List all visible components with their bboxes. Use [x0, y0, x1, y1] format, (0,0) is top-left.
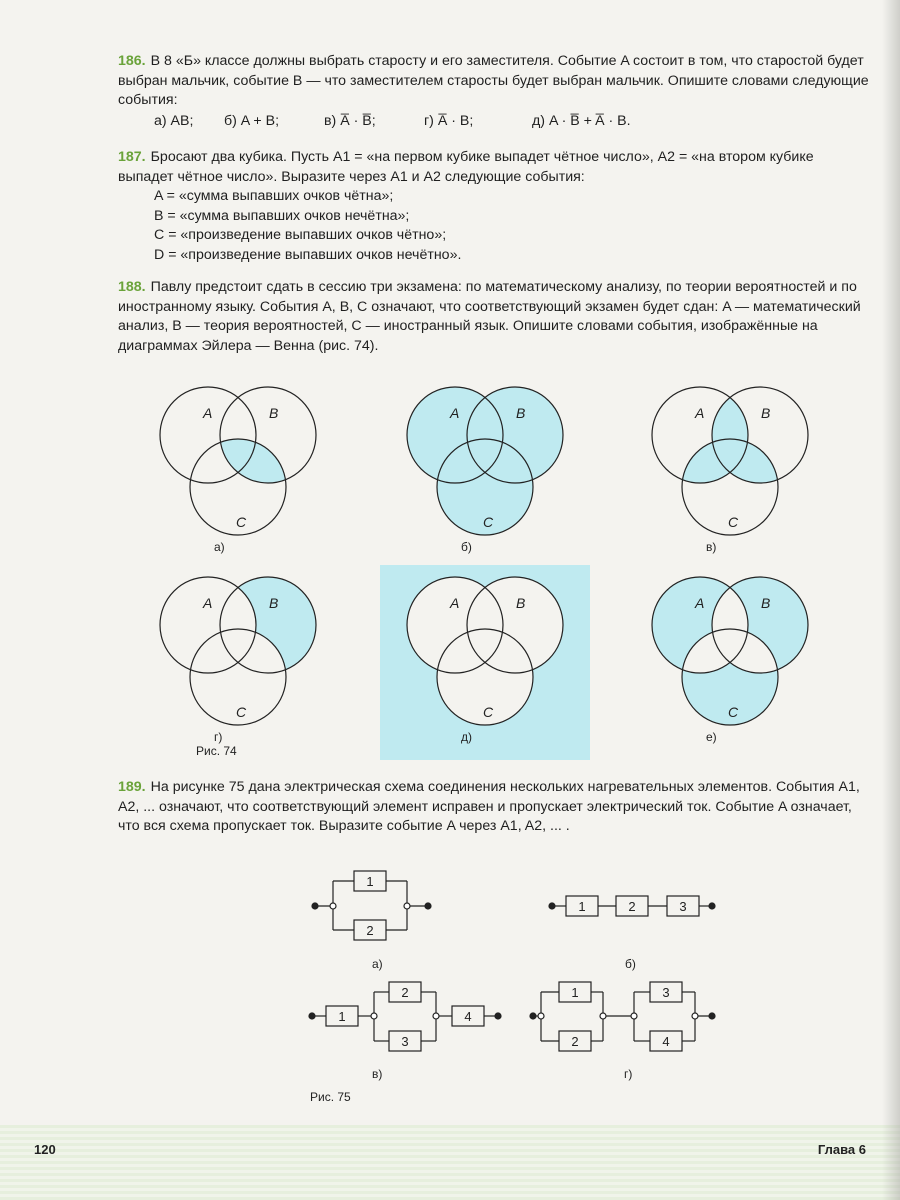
problem-text: В 8 «Б» классе должны выбрать старосту и его заместителя. Событие A состоит в том, что старостой будет выбран мальчик, событие B — что заместителем старосты будет выбран мальчик. Опишите словами следующие события: — [118, 53, 869, 108]
event-line: C = «произведение выпавших очков чётно»; — [154, 227, 447, 243]
venn-set-label: C — [483, 514, 494, 530]
figure-75-caption: Рис. 75 — [310, 1090, 351, 1104]
element-number: 3 — [662, 985, 670, 1000]
circuit-node — [404, 903, 410, 909]
venn-panel-label: г) — [214, 730, 223, 744]
venn-set-label: B — [761, 405, 771, 421]
element-number: 1 — [366, 874, 374, 889]
venn-panel-label: б) — [461, 540, 472, 554]
circuit-label: а) — [372, 957, 383, 971]
element-number: 3 — [679, 899, 687, 914]
footer-band — [0, 1125, 900, 1200]
circuit-node — [330, 903, 336, 909]
circuit-node — [530, 1013, 536, 1019]
page-number: 120 — [34, 1142, 56, 1157]
element-number: 2 — [571, 1034, 579, 1049]
circuit-label: г) — [624, 1067, 633, 1081]
circuit-node — [709, 1013, 715, 1019]
element-number: 3 — [401, 1034, 409, 1049]
circuit-label: в) — [372, 1067, 383, 1081]
element-number: 2 — [628, 899, 636, 914]
element-number: 4 — [464, 1009, 472, 1024]
circuit-node — [549, 903, 555, 909]
element-number: 1 — [338, 1009, 346, 1024]
option: д) A · B̅ + A̅ · B. — [532, 112, 631, 129]
circuit-node — [312, 903, 318, 909]
event-line: D = «произведение выпавших очков нечётно». — [154, 246, 462, 263]
scan-edge-shadow — [882, 0, 900, 1200]
figure-74-caption: Рис. 74 — [196, 744, 237, 758]
problem-text: На рисунке 75 дана электрическая схема соединения нескольких нагревательных элементов. События A1, A2, ... означают, что соответствующий элемент исправен и пропускает электрический ток. Событие A означает, что вся схема пропускает ток. Выразите событие A через A1, A2, ... . — [118, 779, 860, 834]
circuit-node — [709, 903, 715, 909]
event-line: B = «сумма выпавших очков нечётна»; — [154, 207, 410, 224]
venn-set-label: B — [516, 595, 526, 611]
element-number: 2 — [401, 985, 409, 1000]
problem-text: Бросают два кубика. Пусть A1 = «на первом кубике выпадет чётное число», A2 = «на втором кубике выпадет чётное число». Выразите через A1 и A2 следующие события: — [118, 149, 814, 185]
chapter-label: Глава 6 — [817, 1142, 866, 1157]
venn-set-label: A — [695, 595, 705, 611]
problem-number: 186. — [118, 53, 146, 69]
problem-number: 188. — [118, 279, 146, 295]
option: а) AB; — [154, 112, 194, 129]
venn-set-label: A — [203, 595, 213, 611]
venn-set-label: C — [236, 704, 247, 720]
element-number: 2 — [366, 923, 374, 938]
venn-panel-label: а) — [214, 540, 225, 554]
problem-number: 189. — [118, 779, 146, 795]
problem-text: Павлу предстоит сдать в сессию три экзамена: по математическому анализу, по теории вероятностей и по иностранному языку. События A, B, C означают, что соответствующий экзамен будет сдан: A — математический анализ, B — теория вероятностей, C — иностранный язык. Опишите словами события, изображённые на диаграммах Эйлера — Венна (рис. 74). — [118, 279, 861, 354]
circuit-node — [495, 1013, 501, 1019]
circuit-node — [433, 1013, 439, 1019]
option: в) A̅ · B̅; — [324, 112, 376, 129]
circuit-node — [309, 1013, 315, 1019]
circuit-node — [600, 1013, 606, 1019]
venn-set-label: C — [483, 704, 494, 720]
circuit-node — [425, 903, 431, 909]
venn-set-label: C — [728, 514, 739, 530]
circuit-node — [631, 1013, 637, 1019]
venn-set-label: B — [269, 405, 279, 421]
event-line: A = «сумма выпавших очков чётна»; — [154, 188, 394, 204]
venn-set-label: A — [450, 595, 460, 611]
option: б) A + B; — [224, 112, 280, 129]
problem-number: 187. — [118, 149, 146, 165]
option: г) A̅ · B; — [424, 112, 474, 129]
venn-set-label: A — [203, 405, 213, 421]
venn-panel-label: е) — [706, 730, 717, 744]
element-number: 4 — [662, 1034, 670, 1049]
element-number: 1 — [571, 985, 579, 1000]
venn-set-label: B — [269, 595, 279, 611]
circuit-label: б) — [625, 957, 636, 971]
venn-panel-label: в) — [706, 540, 717, 554]
venn-set-label: A — [450, 405, 460, 421]
venn-set-label: B — [516, 405, 526, 421]
circuit-node — [692, 1013, 698, 1019]
venn-set-label: B — [761, 595, 771, 611]
venn-panel-label: д) — [461, 730, 472, 744]
element-number: 1 — [578, 899, 586, 914]
circuit-node — [538, 1013, 544, 1019]
venn-set-label: C — [236, 514, 247, 530]
venn-set-label: C — [728, 704, 739, 720]
circuit-node — [371, 1013, 377, 1019]
venn-set-label: A — [695, 405, 705, 421]
